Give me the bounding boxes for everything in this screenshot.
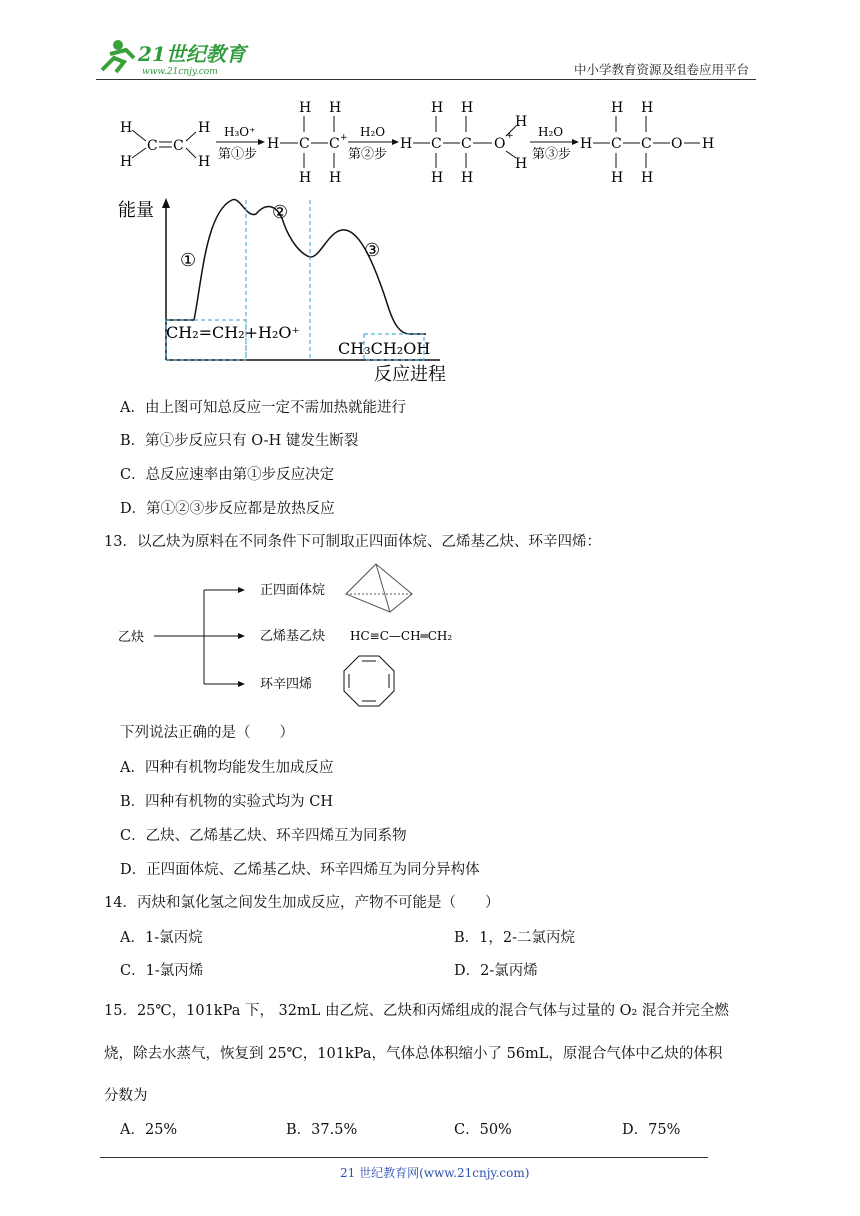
product-cyclooctatetraene: 环辛四烯	[260, 677, 313, 692]
q13-stem: 13．以乙炔为原料在不同条件下可制取正四面体烷、乙烯基乙炔、环辛四烯：	[104, 534, 601, 550]
logo-text: 21世纪教育	[138, 42, 246, 66]
vinylacetylene-formula: HC≡C—CH═CH₂	[350, 629, 453, 643]
svg-text:H: H	[580, 136, 593, 152]
step-2-label: 第②步	[348, 147, 388, 162]
footer-link[interactable]: 21 世纪教育网(www.21cnjy.com)	[340, 1166, 530, 1180]
energy-diagram	[110, 192, 470, 392]
q14-option-a: A．1-氯丙烷	[120, 930, 203, 946]
svg-text:C: C	[147, 138, 158, 154]
svg-text:H: H	[702, 136, 715, 152]
step-2-marker: ②	[272, 202, 289, 223]
svg-text:C: C	[641, 136, 652, 152]
svg-text:H: H	[299, 100, 312, 116]
svg-text:H: H	[329, 100, 342, 116]
ethanol-structure	[580, 100, 714, 186]
energy-axis-label: 能量	[118, 200, 154, 221]
q13-option-d: D．正四面体烷、乙烯基乙炔、环辛四烯互为同分异构体	[120, 862, 480, 878]
q14-stem: 14．丙炔和氯化氢之间发生加成反应，产物不可能是（ ）	[104, 895, 500, 911]
ethylene-structure	[120, 120, 210, 170]
svg-text:H: H	[515, 114, 528, 130]
q14-option-b: B．1，2-二氯丙烷	[454, 930, 576, 946]
q15-option-a: A．25%	[120, 1122, 178, 1138]
svg-text:+: +	[340, 133, 348, 143]
oxonium-structure	[400, 100, 527, 186]
footer-rule	[100, 1157, 708, 1158]
header-platform-text: 中小学教育资源及组卷应用平台	[574, 62, 750, 77]
svg-text:+: +	[506, 131, 514, 141]
q15-line-1: 15．25℃，101kPa 下， 32mL 由乙烷、乙炔和丙烯组成的混合气体与过量的 O₂ 混合并完全燃	[104, 1003, 729, 1019]
carbocation-structure	[267, 100, 348, 186]
reagent-2: H₂O	[360, 125, 386, 139]
svg-text:H: H	[461, 100, 474, 116]
svg-text:H: H	[641, 100, 654, 116]
svg-text:H: H	[431, 100, 444, 116]
q13-scheme	[114, 560, 474, 716]
q12-option-d: D．第①②③步反应都是放热反应	[120, 501, 335, 517]
svg-text:H: H	[611, 170, 624, 186]
q12-option-c: C．总反应速率由第①步反应决定	[120, 467, 335, 483]
step-3-label: 第③步	[532, 147, 572, 162]
svg-text:H: H	[120, 154, 133, 170]
q15-option-c: C．50%	[454, 1122, 512, 1138]
tetrahedrane-structure	[346, 564, 412, 612]
acetylene-label: 乙炔	[118, 630, 145, 645]
svg-text:H: H	[461, 170, 474, 186]
reagent-3: H₂O	[538, 125, 564, 139]
q13-question: 下列说法正确的是（ ）	[120, 725, 294, 741]
q12-option-a: A．由上图可知总反应一定不需加热就能进行	[120, 400, 406, 416]
svg-text:H: H	[299, 170, 312, 186]
q13-option-a: A．四种有机物均能发生加成反应	[120, 760, 334, 776]
svg-text:H: H	[198, 154, 211, 170]
q13-option-c: C．乙炔、乙烯基乙炔、环辛四烯互为同系物	[120, 828, 407, 844]
cyclooctatetraene-structure	[344, 656, 394, 706]
step-1-label: 第①步	[218, 147, 258, 162]
product-tetrahedrane: 正四面体烷	[260, 583, 326, 598]
svg-text:H: H	[198, 120, 211, 136]
svg-text:H: H	[120, 120, 133, 136]
q15-line-2: 烧，除去水蒸气，恢复到 25℃，101kPa，气体总体积缩小了 56mL，原混合气体中乙炔的体积	[104, 1046, 723, 1062]
svg-text:H: H	[431, 170, 444, 186]
product-vinylacetylene: 乙烯基乙炔	[260, 629, 326, 644]
svg-text:H: H	[611, 100, 624, 116]
header-rule	[96, 79, 756, 80]
svg-text:C: C	[173, 138, 184, 154]
q15-option-d: D．75%	[622, 1122, 681, 1138]
q15-option-b: B．37.5%	[286, 1122, 358, 1138]
energy-curve	[166, 200, 426, 334]
svg-text:O: O	[671, 136, 683, 152]
step-1-marker: ①	[180, 250, 197, 271]
reaction-mechanism	[110, 96, 730, 188]
reagent-1: H₃O⁺	[224, 125, 256, 139]
header-logo	[96, 36, 266, 78]
svg-text:H: H	[515, 156, 528, 172]
svg-text:O: O	[494, 136, 506, 152]
svg-text:C: C	[431, 136, 442, 152]
product-label: CH₃CH₂OH	[338, 339, 431, 358]
q13-option-b: B．四种有机物的实验式均为 CH	[120, 794, 334, 810]
svg-text:C: C	[461, 136, 472, 152]
q12-option-b: B．第①步反应只有 O-H 键发生断裂	[120, 433, 359, 449]
svg-text:C: C	[329, 136, 340, 152]
logo-url: www.21cnjy.com	[142, 67, 218, 77]
q15-line-3: 分数为	[104, 1088, 148, 1104]
svg-text:C: C	[299, 136, 310, 152]
q14-option-c: C．1-氯丙烯	[120, 963, 204, 979]
q14-option-d: D．2-氯丙烯	[454, 963, 538, 979]
svg-text:C: C	[611, 136, 622, 152]
reactant-label: CH₂=CH₂+H₂O⁺	[166, 323, 300, 342]
logo-runner-icon	[96, 36, 266, 78]
svg-text:H: H	[400, 136, 413, 152]
svg-text:H: H	[267, 136, 280, 152]
progress-axis-label: 反应进程	[374, 364, 446, 385]
svg-text:H: H	[641, 170, 654, 186]
step-3-marker: ③	[364, 240, 381, 261]
svg-text:H: H	[329, 170, 342, 186]
